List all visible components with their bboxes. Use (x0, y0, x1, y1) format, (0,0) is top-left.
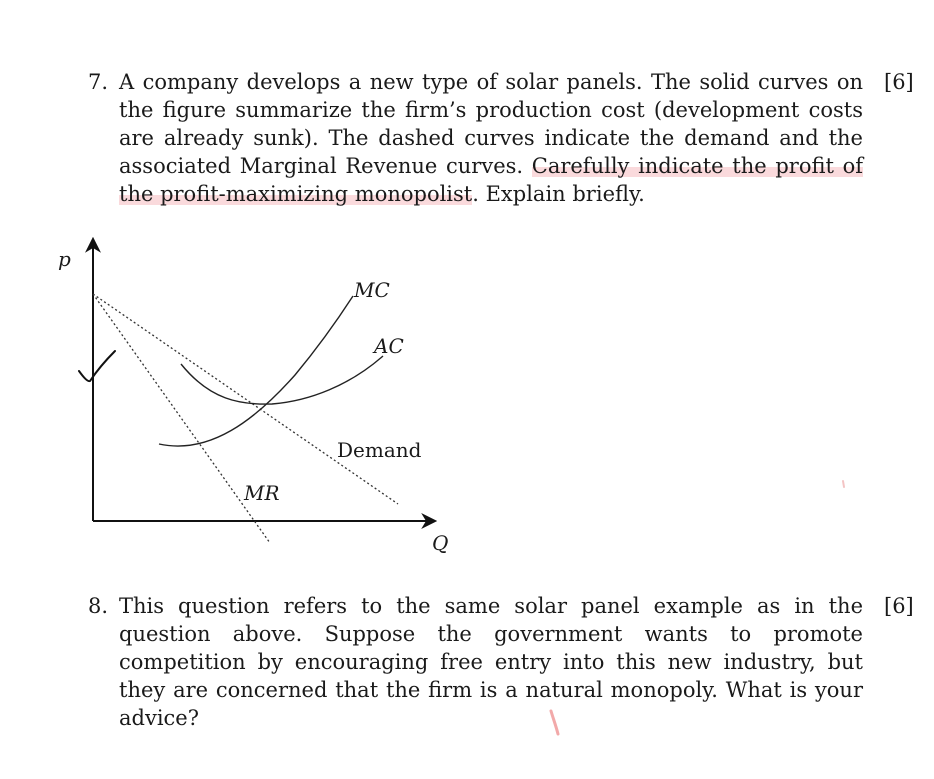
y-axis-label: p (58, 247, 71, 271)
highlighted-text: Carefully indicate the profit of the profit-maximizing monopolist (119, 154, 863, 206)
demand-curve (93, 294, 398, 504)
question-text-end: . Explain briefly. (472, 182, 645, 206)
checkmark-icon (79, 351, 115, 381)
ac-curve (181, 356, 383, 404)
mr-label: MR (244, 481, 280, 505)
x-axis-label: Q (432, 531, 449, 555)
question-number: 7. (88, 70, 109, 94)
mr-curve (93, 294, 270, 543)
question-marks: [6] (884, 70, 914, 94)
demand-label: Demand (337, 438, 422, 462)
question-number: 8. (88, 594, 109, 618)
question-text-main: A company develops a new type of solar panels. The solid curves on the figure summarize the firm’s production cost (development costs are already sunk). The dashed curves indicate the demand and the associated Marginal Revenue curves. (119, 70, 863, 178)
question-marks: [6] (884, 594, 914, 618)
question-text: This question refers to the same solar panel example as in the question above. Suppose the government wants to promote competition by encouraging free entry into this new industry, but they are concerned that the firm is a natural monopoly. What is your advice? (119, 594, 863, 730)
mc-curve (159, 296, 353, 446)
ac-label: AC (374, 334, 404, 358)
pen-mark-small-icon (843, 481, 844, 487)
mc-label: MC (354, 278, 390, 302)
